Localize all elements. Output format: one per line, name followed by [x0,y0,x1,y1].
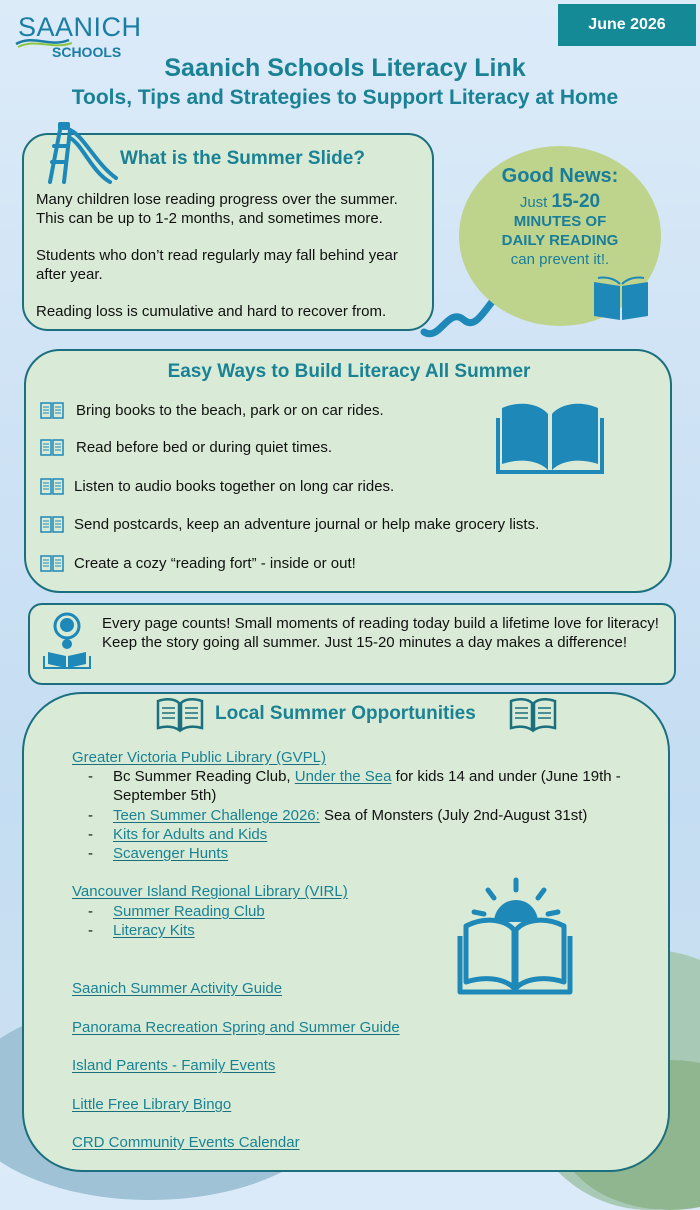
gvpl-item-teen-challenge [113,806,673,825]
page-title: Saanich Schools Literacy Link [164,54,526,82]
good-news-line: can prevent it!. [510,251,610,268]
large-open-book-icon [496,396,604,476]
list-item [40,555,356,572]
summer-slide-paragraph: Students who don’t read regularly may fall behind year after year. [36,247,398,283]
list-dash: - [88,903,93,920]
panorama-recreation-link[interactable]: Panorama Recreation Spring and Summer Guide [72,1019,400,1036]
list-item [40,439,332,456]
kits-link[interactable]: Kits for Adults and Kids [113,826,268,843]
good-news-line: DAILY READING [501,232,619,249]
child-reading-icon [42,612,92,670]
under-the-sea-link[interactable]: Under the Sea [294,768,392,785]
summer-slide-heading: What is the Summer Slide? [120,148,365,169]
virl-reading-club-link[interactable]: Summer Reading Club [113,903,265,920]
item-text: for kids 14 and under (June 19th - [391,768,621,785]
issue-date-badge: June 2026 [558,4,696,46]
book-icon [155,696,205,734]
book-icon [40,516,64,533]
book-icon [40,555,64,572]
little-free-library-link[interactable]: Little Free Library Bingo [72,1096,232,1113]
quote-text: Every page counts! Small moments of reading today build a lifetime love for literacy! Keep the story going all summer. Just 15-20 minutes a day makes a difference! [102,615,659,651]
logo-wave-icon [14,34,124,48]
good-news-line: MINUTES OF [513,213,607,230]
item-text: Bc Summer Reading Club, [113,768,295,785]
list-dash: - [88,845,93,862]
good-news-body [470,192,650,269]
sun-book-icon [456,876,574,998]
summer-slide-paragraph: Many children lose reading progress over the summer. This can be up to 1-2 months, and sometimes more. [36,191,398,227]
list-item-text: Read before bed or during quiet times. [76,439,332,456]
list-item [40,516,539,533]
page-subtitle: Tools, Tips and Strategies to Support Literacy at Home [71,86,619,109]
list-dash: - [88,922,93,939]
list-item [40,478,394,495]
saanich-activity-guide-link[interactable]: Saanich Summer Activity Guide [72,980,283,997]
list-item-text: Bring books to the beach, park or on car rides. [76,402,384,419]
summer-slide-paragraph: Reading loss is cumulative and hard to recover from. [36,303,387,320]
good-news-just: Just [519,194,552,211]
book-icon [40,478,64,495]
list-item-text: Create a cozy “reading fort” - inside or out! [74,555,356,572]
item-text: September 5th) [113,787,217,804]
gvpl-link[interactable]: Greater Victoria Public Library (GVPL) [72,749,326,766]
playground-slide-icon [44,116,120,186]
teen-summer-challenge-link[interactable]: Teen Summer Challenge 2026: [113,807,320,824]
gvpl-item-reading-club [113,767,673,805]
book-icon [508,696,558,734]
list-dash: - [88,768,93,785]
logo-text: SAANICH [18,12,142,42]
virl-link[interactable]: Vancouver Island Regional Library (VIRL) [72,883,348,900]
good-news-title: Good News: [501,165,619,187]
crd-events-link[interactable]: CRD Community Events Calendar [72,1134,300,1151]
opportunities-heading: Local Summer Opportunities [215,703,476,724]
list-dash: - [88,826,93,843]
good-news-range: 15-20 [551,191,601,212]
list-item [40,402,384,419]
book-icon [40,402,64,419]
item-text: Sea of Monsters (July 2nd-August 31st) [319,807,588,824]
list-item-text: Send postcards, keep an adventure journal or help make grocery lists. [74,516,540,533]
book-icon [40,439,64,456]
island-parents-link[interactable]: Island Parents - Family Events [72,1057,276,1074]
easy-ways-heading: Easy Ways to Build Literacy All Summer [167,361,531,382]
literacy-kits-link[interactable]: Literacy Kits [113,922,195,939]
scavenger-hunts-link[interactable]: Scavenger Hunts [113,845,229,862]
list-item-text: Listen to audio books together on long car rides. [74,478,395,495]
open-book-icon [590,274,652,324]
list-dash: - [88,807,93,824]
logo-subtext: SCHOOLS [52,44,122,60]
